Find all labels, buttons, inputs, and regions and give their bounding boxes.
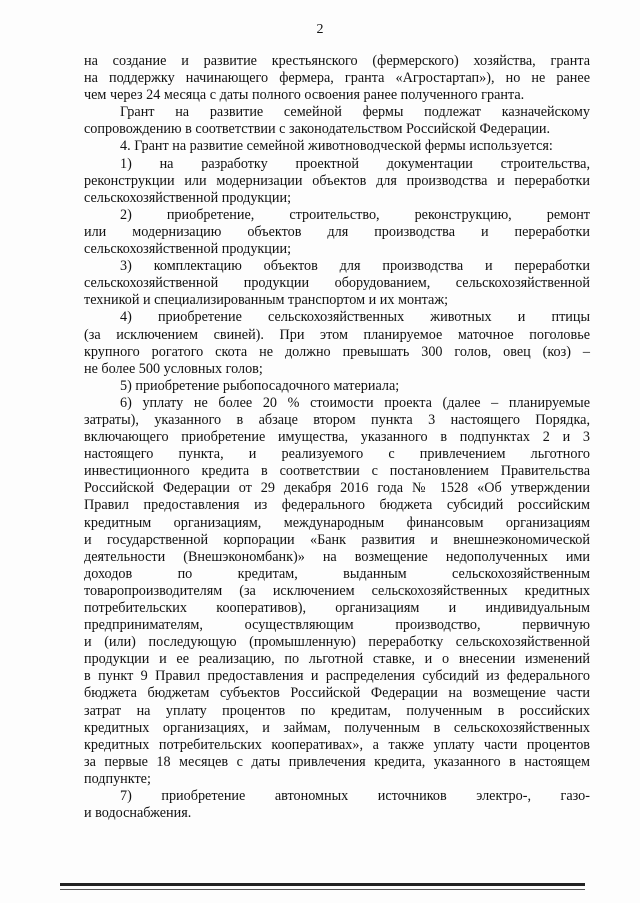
text-line: 3) комплектацию объектов для производства и переработки <box>120 258 590 275</box>
text-line: или модернизацию объектов для производства и переработки <box>84 223 590 240</box>
text-line: (за исключением свиней). При этом планируемое маточное поголовье <box>84 326 590 343</box>
text-line: крупного рогатого скота не должно превышать 300 голов, овец (коз) – <box>84 343 590 360</box>
text-line: затрат на уплату процентов по кредитам, полученным в российских <box>84 702 590 719</box>
text-line: 4. Грант на развитие семейной животноводческой фермы используется: <box>120 138 553 155</box>
bottom-rule <box>60 883 585 886</box>
text-line: в пункт 9 Правил предоставления и распределения субсидий из федерального <box>84 668 590 685</box>
document-body <box>84 53 590 822</box>
text-line: 4) приобретение сельскохозяйственных животных и птицы <box>120 309 590 326</box>
text-line: чем через 24 месяца с даты полного освоения ранее полученного гранта. <box>84 87 525 104</box>
text-line: потребительских кооперативов), организациям и индивидуальным <box>84 600 590 616</box>
text-line: 5) приобретение рыбопосадочного материала; <box>120 377 400 394</box>
text-line: не более 500 условных голов; <box>84 360 263 377</box>
text-line: сельскохозяйственной продукции; <box>84 189 292 206</box>
page-number: 2 <box>316 22 324 37</box>
text-line: кредитных потребительских кооперативах», а также уплату части процентов <box>84 736 590 753</box>
text-line: бюджета бюджетам субъектов Российской Федерации на возмещение части <box>84 685 590 702</box>
text-line: и водоснабжения. <box>84 805 192 822</box>
text-line: подпункте; <box>84 770 151 787</box>
text-line: предпринимателям, осуществляющим производство, первичную <box>84 617 590 634</box>
text-line: продукции и ее реализацию, по льготной ставке, и о внесении изменений <box>84 651 590 668</box>
text-line: 6) уплату не более 20 % стоимости проекта (далее – планируемые <box>120 394 590 411</box>
bottom-rule-thin <box>60 889 585 890</box>
text-line: на создание и развитие крестьянского (фермерского) хозяйства, гранта <box>84 53 590 69</box>
text-line: сельскохозяйственной продукции; <box>84 241 292 258</box>
text-line: реконструкции или модернизации объектов для производства и переработки <box>84 172 590 189</box>
text-line: деятельности (Внешэкономбанк)» на возмещение недополученных ими <box>84 548 590 565</box>
text-line: техникой и специализированным транспортом и их монтаж; <box>84 292 449 309</box>
text-line: затраты), указанного в абзаце втором пункта 3 настоящего Порядка, <box>84 411 590 428</box>
text-line: доходов по кредитам, выданным сельскохозяйственным <box>84 565 590 582</box>
text-line: кредитных организациях, и займам, полученным в сельскохозяйственных <box>84 719 590 736</box>
text-line: 1) на разработку проектной документации строительства, <box>120 155 590 172</box>
text-line: Правил предоставления из федерального бюджета субсидий российским <box>84 497 590 514</box>
text-line: и (или) последующую (промышленную) переработку сельскохозяйственной <box>84 634 590 651</box>
text-line: Российской Федерации от 29 декабря 2016 года № 1528 «Об утверждении <box>84 480 590 497</box>
text-line: настоящего пункта, и реализуемого с привлечением льготного <box>84 446 590 463</box>
text-line: инвестиционного кредита в соответствии с постановлением Правительства <box>84 463 590 480</box>
text-line: за первые 18 месяцев с даты привлечения кредита, указанного в настоящем <box>84 753 590 770</box>
text-line: Грант на развитие семейной фермы подлежат казначейскому <box>120 104 590 121</box>
text-line: на поддержку начинающего фермера, гранта «Агростартап»), но не ранее <box>84 70 590 87</box>
text-line: 2) приобретение, строительство, реконструкцию, ремонт <box>120 206 590 223</box>
text-line: сельскохозяйственной продукции оборудованием, сельскохозяйственной <box>84 275 590 292</box>
text-line: и государственной корпорации «Банк развития и внешнеэкономической <box>84 531 590 548</box>
text-line: включающего приобретение имущества, указанного в подпунктах 2 и 3 <box>84 429 590 446</box>
text-line: 7) приобретение автономных источников электро-, газо- <box>120 788 590 805</box>
text-line: сопровождению в соответствии с законодательством Российской Федерации. <box>84 121 551 138</box>
text-line: товаропроизводителям (за исключением сельскохозяйственных кредитных <box>84 582 590 599</box>
text-line: кредитным организациям, международным финансовым организациям <box>84 514 590 531</box>
